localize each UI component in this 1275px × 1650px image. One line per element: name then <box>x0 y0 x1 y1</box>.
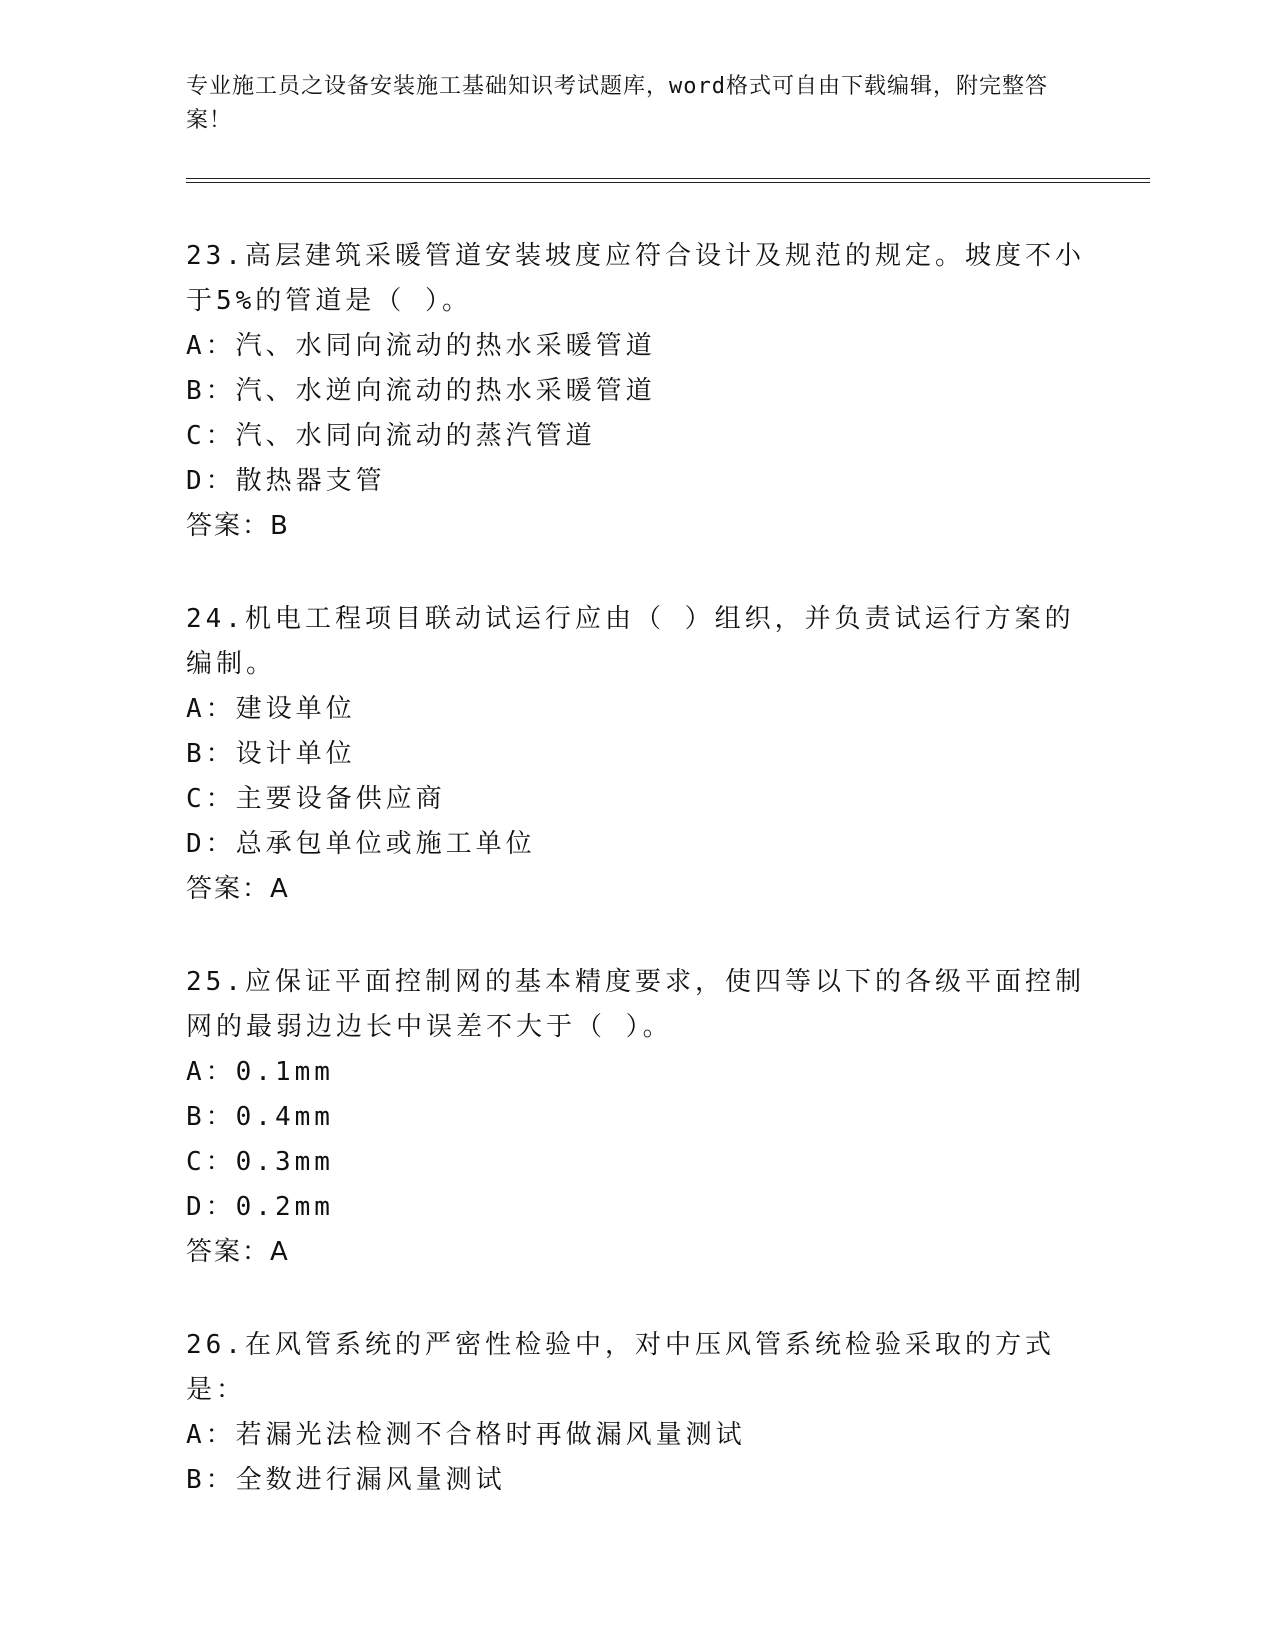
option-c: C：汽、水同向流动的蒸汽管道 <box>186 421 596 451</box>
option-b: B：0.4mm <box>186 1102 334 1132</box>
question-23 <box>186 234 1086 549</box>
document-header-note: 专业施工员之设备安装施工基础知识考试题库，word格式可自由下载编辑，附完整答案！ <box>186 74 1048 133</box>
option-b: B：全数进行漏风量测试 <box>186 1465 506 1495</box>
question-text: 24.机电工程项目联动试运行应由（ ）组织，并负责试运行方案的编制。 <box>186 604 1075 679</box>
question-text: 25.应保证平面控制网的基本精度要求，使四等以下的各级平面控制网的最弱边边长中误差不大于（ ）。 <box>186 967 1085 1042</box>
option-a: A：若漏光法检测不合格时再做漏风量测试 <box>186 1420 746 1450</box>
double-rule-divider <box>186 178 1150 183</box>
option-d: D：0.2mm <box>186 1192 334 1222</box>
question-24 <box>186 597 1086 912</box>
option-c: C：0.3mm <box>186 1147 334 1177</box>
option-a: A：0.1mm <box>186 1057 334 1087</box>
option-a: A：汽、水同向流动的热水采暖管道 <box>186 331 656 361</box>
question-text: 26.在风管系统的严密性检验中，对中压风管系统检验采取的方式是： <box>186 1330 1055 1405</box>
option-c: C：主要设备供应商 <box>186 784 446 814</box>
answer-line: 答案：A <box>186 1237 290 1267</box>
option-a: A：建设单位 <box>186 694 356 724</box>
question-25 <box>186 960 1086 1275</box>
option-d: D：散热器支管 <box>186 466 386 496</box>
question-26 <box>186 1323 1086 1503</box>
option-b: B：设计单位 <box>186 739 356 769</box>
option-d: D：总承包单位或施工单位 <box>186 829 536 859</box>
answer-line: 答案：A <box>186 874 290 904</box>
option-b: B：汽、水逆向流动的热水采暖管道 <box>186 376 656 406</box>
question-text: 23.高层建筑采暖管道安装坡度应符合设计及规范的规定。坡度不小于5%的管道是（ ）。 <box>186 241 1085 316</box>
answer-line: 答案：B <box>186 511 290 541</box>
